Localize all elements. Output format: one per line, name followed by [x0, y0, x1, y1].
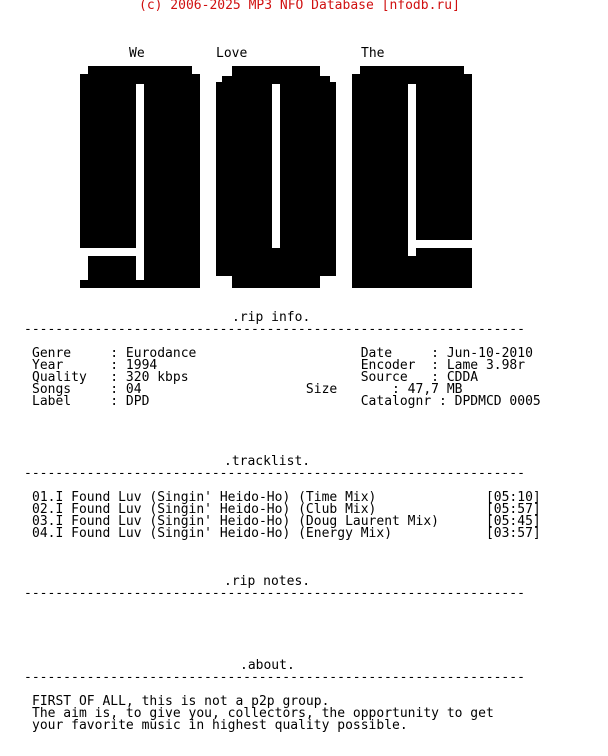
about-heading: .about. — [240, 658, 295, 673]
rip-info-row: Genre : Eurodance Date : Jun-10-2010 — [32, 346, 533, 361]
tracklist-rule: ---------------------------------------------------------------- — [24, 466, 525, 481]
rip-info-row: Year : 1994 Encoder : Lame 3.98r — [32, 358, 526, 373]
rip-notes-heading: .rip notes. — [224, 574, 311, 589]
nfodb-credit: (c) 2006-2025 MP3 NFO Database [nfodb.ru] — [139, 0, 460, 13]
about-line: FIRST OF ALL, this is not a p2p group. — [32, 694, 330, 709]
logo-word-the: The — [361, 46, 385, 61]
track-row: 01.I Found Luv (Singin' Heido-Ho) (Time Mix) [05:10] — [32, 490, 541, 505]
track-row: 03.I Found Luv (Singin' Heido-Ho) (Doug Laurent Mix) [05:45] — [32, 514, 541, 529]
about-rule: ---------------------------------------------------------------- — [24, 670, 525, 685]
track-row: 04.I Found Luv (Singin' Heido-Ho) (Energy Mix) [03:57] — [32, 526, 541, 541]
logo-word-love: Love — [216, 46, 248, 61]
rip-info-row: Label : DPD Catalognr : DPDMCD 0005 — [32, 394, 541, 409]
about-line: your favorite music in highest quality possible. — [32, 718, 408, 733]
rip-info-row: Songs : 04 Size : 47,7 MB — [32, 382, 463, 397]
rip-info-heading: .rip info. — [232, 310, 311, 325]
logo-word-we: We — [129, 46, 145, 61]
track-row: 02.I Found Luv (Singin' Heido-Ho) (Club Mix) [05:57] — [32, 502, 541, 517]
about-line: The aim is, to give you, collectors, the opportunity to get — [32, 706, 494, 721]
rip-info-rule: ---------------------------------------------------------------- — [24, 322, 525, 337]
rip-notes-rule: ---------------------------------------------------------------- — [24, 586, 525, 601]
rip-info-row: Quality : 320 kbps Source : CDDA — [32, 370, 479, 385]
tracklist-heading: .tracklist. — [224, 454, 311, 469]
